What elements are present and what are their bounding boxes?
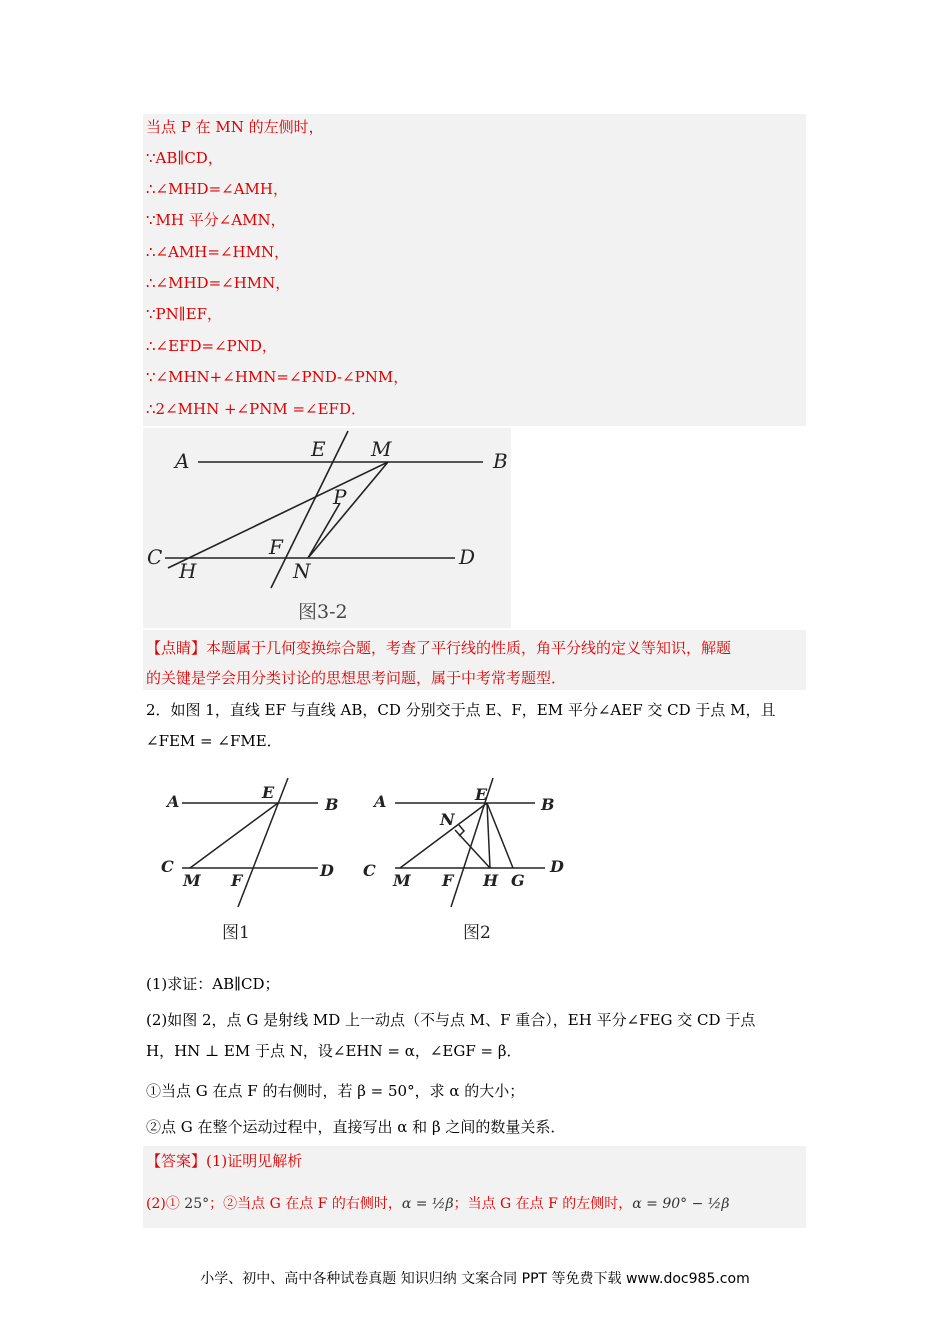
label-F: F xyxy=(442,871,454,890)
label-N: N xyxy=(440,810,455,829)
label-A: A xyxy=(175,449,190,473)
solution-line: ∴∠EFD=∠PND， xyxy=(146,337,277,355)
label-B: B xyxy=(541,795,555,814)
answer-mid: ；②当点 G 在点 F 的右侧时， xyxy=(209,1196,402,1212)
fig1-caption: 图1 xyxy=(222,923,250,943)
question-2-a: ①当点 G 在点 F 的右侧时，若 β = 50°，求 α 的大小； xyxy=(146,1082,525,1100)
answer-mid-2: ；当点 G 在点 F 的左侧时， xyxy=(453,1196,633,1212)
label-E: E xyxy=(475,785,488,804)
dianjing-line-1 xyxy=(146,638,731,658)
answer-part-1: (1)证明见解析 xyxy=(206,1152,303,1170)
label-A: A xyxy=(167,792,180,811)
solution-line: ∵∠MHN+∠HMN=∠PND-∠PNM， xyxy=(146,368,409,386)
solution-line: ∴2∠MHN +∠PNM =∠EFD． xyxy=(146,400,366,418)
label-M: M xyxy=(183,871,201,890)
label-C: C xyxy=(161,857,174,876)
label-E: E xyxy=(311,437,326,461)
solution-line: ∵MH 平分∠AMN， xyxy=(146,211,286,229)
figure-2 xyxy=(355,770,575,945)
label-M: M xyxy=(393,871,411,890)
solution-line: ∴∠AMH=∠HMN， xyxy=(146,243,290,261)
label-B: B xyxy=(325,795,339,814)
solution-line: ∴∠MHD=∠AMH， xyxy=(146,180,288,198)
solution-line: ∴∠MHD=∠HMN， xyxy=(146,274,291,292)
problem-line-1: 2．如图 1，直线 EF 与直线 AB，CD 分别交于点 E、F，EM 平分∠AEF 交 CD 于点 M，且 xyxy=(146,701,776,719)
fig2-caption: 图2 xyxy=(463,923,491,943)
label-E: E xyxy=(262,783,275,802)
label-P: P xyxy=(333,485,347,509)
question-2-b: ②点 G 在整个运动过程中，直接写出 α 和 β 之间的数量关系． xyxy=(146,1118,566,1136)
label-F: F xyxy=(269,535,283,559)
label-F: F xyxy=(231,871,243,890)
solution-line: ∵PN∥EF， xyxy=(146,305,223,323)
label-N: N xyxy=(293,559,311,583)
question-2-line-1: (2)如图 2，点 G 是射线 MD 上一动点（不与点 M、F 重合），EH 平分∠FEG 交 CD 于点 xyxy=(146,1011,756,1029)
label-D: D xyxy=(550,857,564,876)
answer-expr-2: α = 90° − ½β xyxy=(632,1196,730,1212)
answer-line-2 xyxy=(146,1194,729,1214)
dianjing-tag: 【点睛】 xyxy=(146,639,207,657)
question-2-line-2: H，HN ⊥ EM 于点 N，设∠EHN = α，∠EGF = β． xyxy=(146,1042,522,1060)
footer: 小学、初中、高中各种试卷真题 知识归纳 文案合同 PPT 等免费下载 www.doc985.com xyxy=(200,1271,750,1287)
label-H: H xyxy=(179,559,197,583)
solution-line: 当点 P 在 MN 的左侧时， xyxy=(146,118,324,136)
label-C: C xyxy=(363,861,376,880)
label-H: H xyxy=(483,871,499,890)
figure-3-2 xyxy=(143,428,511,628)
problem-line-2: ∠FEM = ∠FME． xyxy=(146,732,282,750)
answer-line-1 xyxy=(146,1151,302,1171)
question-1: (1)求证：AB∥CD； xyxy=(146,975,280,993)
label-B: B xyxy=(493,449,508,473)
answer-tag: 【答案】 xyxy=(146,1152,207,1170)
answer-value: 25° xyxy=(184,1196,210,1212)
figure-caption: 图3-2 xyxy=(298,601,348,623)
figure-1 xyxy=(150,770,360,945)
answer-expr-1: α = ½β xyxy=(401,1196,454,1212)
label-G: G xyxy=(511,871,525,890)
dianjing-line-2: 的关键是学会用分类讨论的思想思考问题，属于中考常考题型． xyxy=(146,669,567,687)
label-C: C xyxy=(147,545,163,569)
label-A: A xyxy=(374,792,387,811)
label-D: D xyxy=(459,545,476,569)
solution-line: ∵AB∥CD， xyxy=(146,149,223,167)
answer-prefix: (2)① xyxy=(146,1196,180,1212)
label-D: D xyxy=(320,861,334,880)
label-M: M xyxy=(371,437,392,461)
dianjing-text-1: 本题属于几何变换综合题，考查了平行线的性质，角平分线的定义等知识，解题 xyxy=(206,639,732,657)
